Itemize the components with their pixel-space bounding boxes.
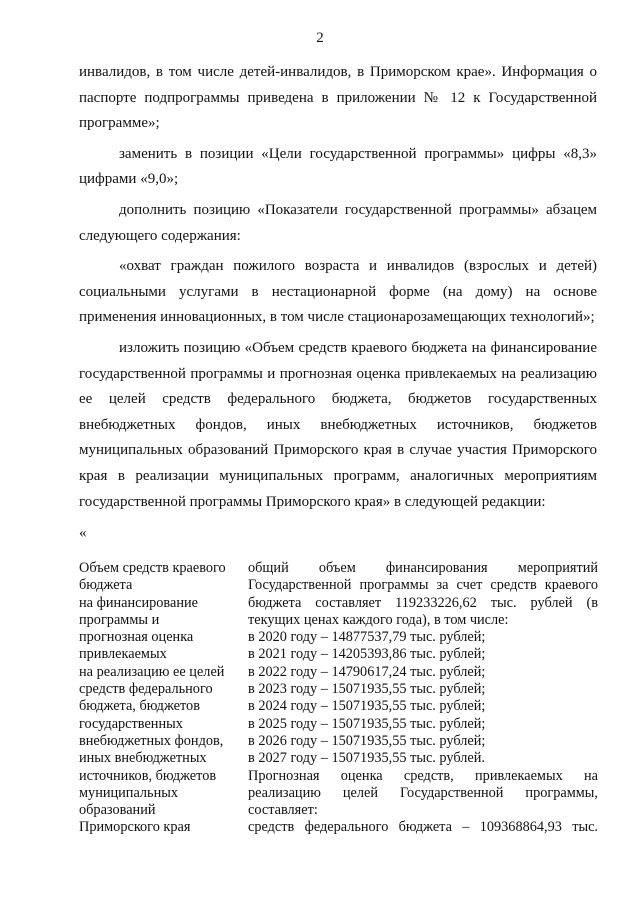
year-amount: в 2021 году – 14205393,86 тыс. рублей; bbox=[248, 646, 486, 663]
year-amount: в 2026 году – 15071935,55 тыс. рублей; bbox=[248, 732, 486, 749]
federal-budget-text: средств федерального бюджета – 109368864,93 тыс. bbox=[248, 819, 598, 836]
label-line: Приморского края bbox=[79, 819, 191, 836]
paragraph-continuation: инвалидов, в том числе детей-инвалидов, в Приморском крае». Информация о паспорте подпрограммы приведена в приложении № 12 к Государственной программе»; bbox=[79, 64, 597, 132]
year-amount: в 2020 году – 14877537,79 тыс. рублей; bbox=[248, 629, 486, 646]
year-amount: в 2024 году – 15071935,55 тыс. рублей; bbox=[248, 698, 486, 715]
paragraph-goals-change: заменить в позиции «Цели государственной программы» цифры «8,3» цифрами «9,0»; bbox=[79, 145, 597, 188]
label-line: внебюджетных фондов, bbox=[79, 732, 224, 749]
paragraph-funding-position: изложить позицию «Объем средств краевого бюджета на финансирование государственной программы и прогнозная оценка привлекаемых на реализацию ее целей средств федерального бюджета, бюджетов государственных внебюджетных фондов, иных внебюджетных источников, бюджетов муниципальных образований Приморского края в случае участия Приморского края в реализации муниципальных программ, аналогичных мероприятиям государственной программы Приморского края» в следующей редакции: bbox=[79, 339, 597, 510]
label-line: государственных bbox=[79, 715, 183, 732]
label-line: муниципальных bbox=[79, 784, 178, 801]
year-amount: в 2022 году – 14790617,24 тыс. рублей; bbox=[248, 663, 486, 680]
paragraph-indicators-add: дополнить позицию «Показатели государственной программы» абзацем следующего содержания: bbox=[79, 201, 597, 244]
paragraph-indicator-quote: «охват граждан пожилого возраста и инвалидов (взрослых и детей) социальными услугами в нестационарной форме (на дому) на основе применения инновационных, в том числе стационарозамещающих технологий»; bbox=[79, 258, 597, 326]
page-number: 2 bbox=[316, 30, 324, 46]
label-line: на реализацию ее целей bbox=[79, 663, 225, 680]
forecast-text: Прогнозная оценка средств, привлекаемых на реализацию целей Государственной программы, составляет: bbox=[248, 767, 598, 819]
label-line: бюджета bbox=[79, 577, 133, 594]
label-line: на финансирование bbox=[79, 594, 198, 611]
label-line: иных внебюджетных bbox=[79, 750, 207, 767]
funding-total-text: общий объем финансирования мероприятий Государственной программы за счет средств краевого бюджета составляет 119233226,62 тыс. рублей (в текущих ценах каждого года), в том числе: bbox=[248, 560, 598, 628]
year-amount: в 2025 году – 15071935,55 тыс. рублей; bbox=[248, 715, 486, 732]
passport-label-column bbox=[79, 560, 239, 837]
document-body bbox=[79, 60, 597, 515]
passport-content-column bbox=[248, 560, 598, 837]
label-line: средств федерального bbox=[79, 681, 213, 698]
label-line: привлекаемых bbox=[79, 646, 167, 663]
label-line: образований bbox=[79, 802, 156, 819]
label-line: программы и bbox=[79, 611, 160, 628]
year-amount: в 2027 году – 15071935,55 тыс. рублей. bbox=[248, 750, 485, 767]
label-line: источников, бюджетов bbox=[79, 767, 217, 784]
label-line: бюджета, бюджетов bbox=[79, 698, 200, 715]
year-amount: в 2023 году – 15071935,55 тыс. рублей; bbox=[248, 681, 486, 698]
opening-quote: « bbox=[79, 525, 87, 541]
label-line: Объем средств краевого bbox=[79, 560, 226, 576]
label-line: прогнозная оценка bbox=[79, 629, 194, 646]
